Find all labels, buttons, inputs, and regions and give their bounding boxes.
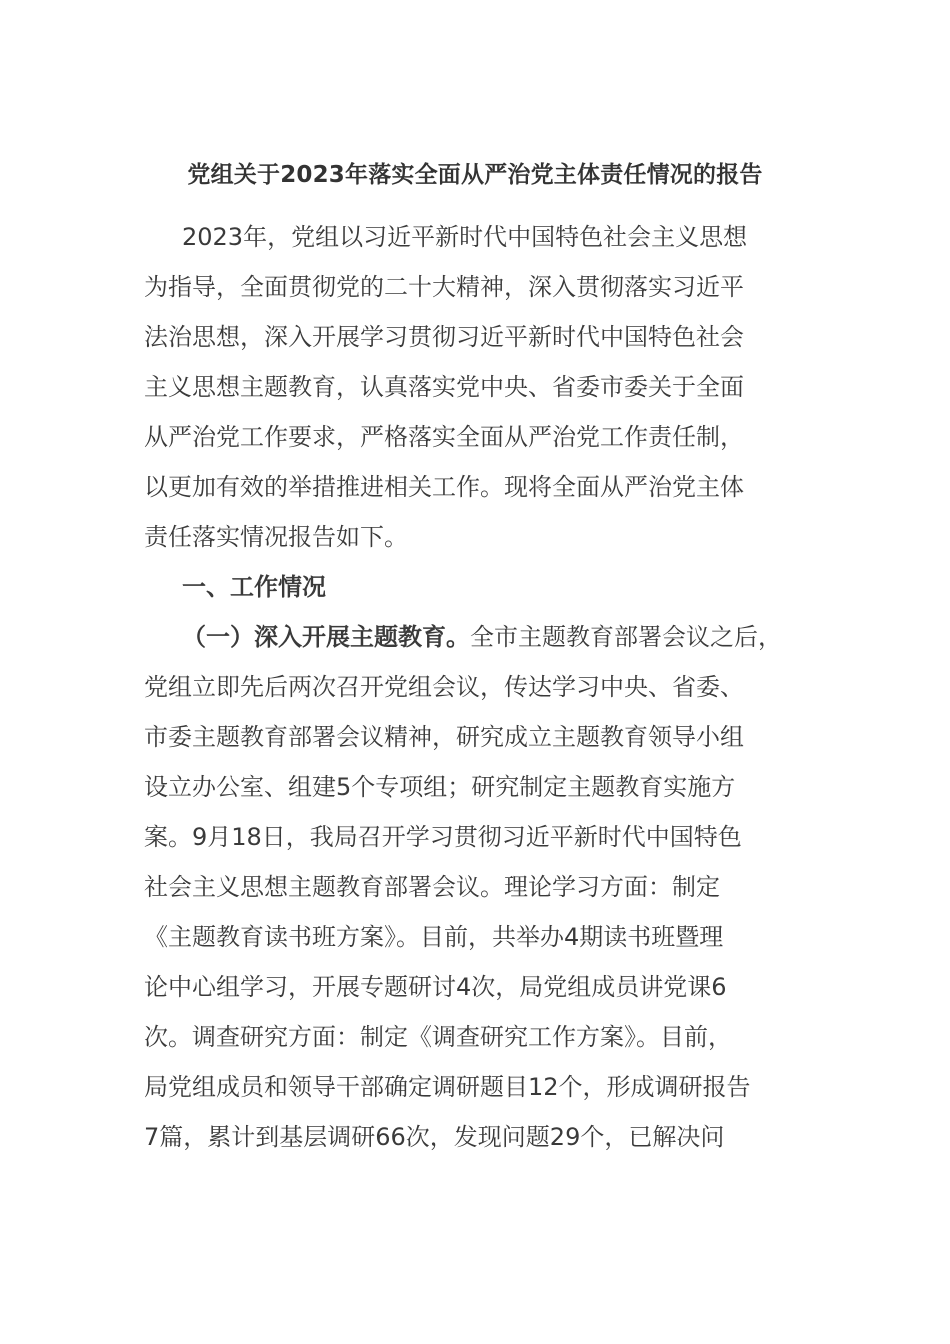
paragraph-line: 法治思想，深入开展学习贯彻习近平新时代中国特色社会 xyxy=(144,323,744,351)
section-heading: 一、工作情况 xyxy=(182,573,326,601)
paragraph-line: 7篇，累计到基层调研66次，发现问题29个，已解决问 xyxy=(144,1123,725,1151)
paragraph-line: 主义思想主题教育，认真落实党中央、省委市委关于全面 xyxy=(144,373,744,401)
paragraph-line: 2023年，党组以习近平新时代中国特色社会主义思想 xyxy=(182,223,748,251)
paragraph-line: 以更加有效的举措推进相关工作。现将全面从严治党主体 xyxy=(144,473,744,501)
paragraph-line: 党组立即先后两次召开党组会议，传达学习中央、省委、 xyxy=(144,673,744,701)
paragraph-line: 次。调查研究方面：制定《调查研究工作方案》。目前， xyxy=(144,1023,732,1051)
subsection-first-line xyxy=(182,621,782,653)
paragraph-line: 从严治党工作要求，严格落实全面从严治党工作责任制， xyxy=(144,423,744,451)
paragraph-line: 论中心组学习，开展专题研讨4次，局党组成员讲党课6 xyxy=(144,973,727,1001)
paragraph-line: 为指导，全面贯彻党的二十大精神，深入贯彻落实习近平 xyxy=(144,273,744,301)
paragraph-line: 责任落实情况报告如下。 xyxy=(144,523,408,551)
paragraph-line: 局党组成员和领导干部确定调研题目12个，形成调研报告 xyxy=(144,1073,751,1101)
paragraph-line: 设立办公室、组建5个专项组；研究制定主题教育实施方 xyxy=(144,773,736,801)
paragraph-line: 案。9月18日，我局召开学习贯彻习近平新时代中国特色 xyxy=(144,823,742,851)
subsection-heading: （一）深入开展主题教育。 xyxy=(182,623,470,651)
document-title: 党组关于2023年落实全面从严治党主体责任情况的报告 xyxy=(187,162,763,188)
subsection-first-line-text: 全市主题教育部署会议之后， xyxy=(470,623,782,651)
paragraph-line: 《主题教育读书班方案》。目前，共举办4期读书班暨理 xyxy=(144,923,724,951)
paragraph-line: 市委主题教育部署会议精神，研究成立主题教育领导小组 xyxy=(144,723,744,751)
paragraph-line: 社会主义思想主题教育部署会议。理论学习方面：制定 xyxy=(144,873,720,901)
